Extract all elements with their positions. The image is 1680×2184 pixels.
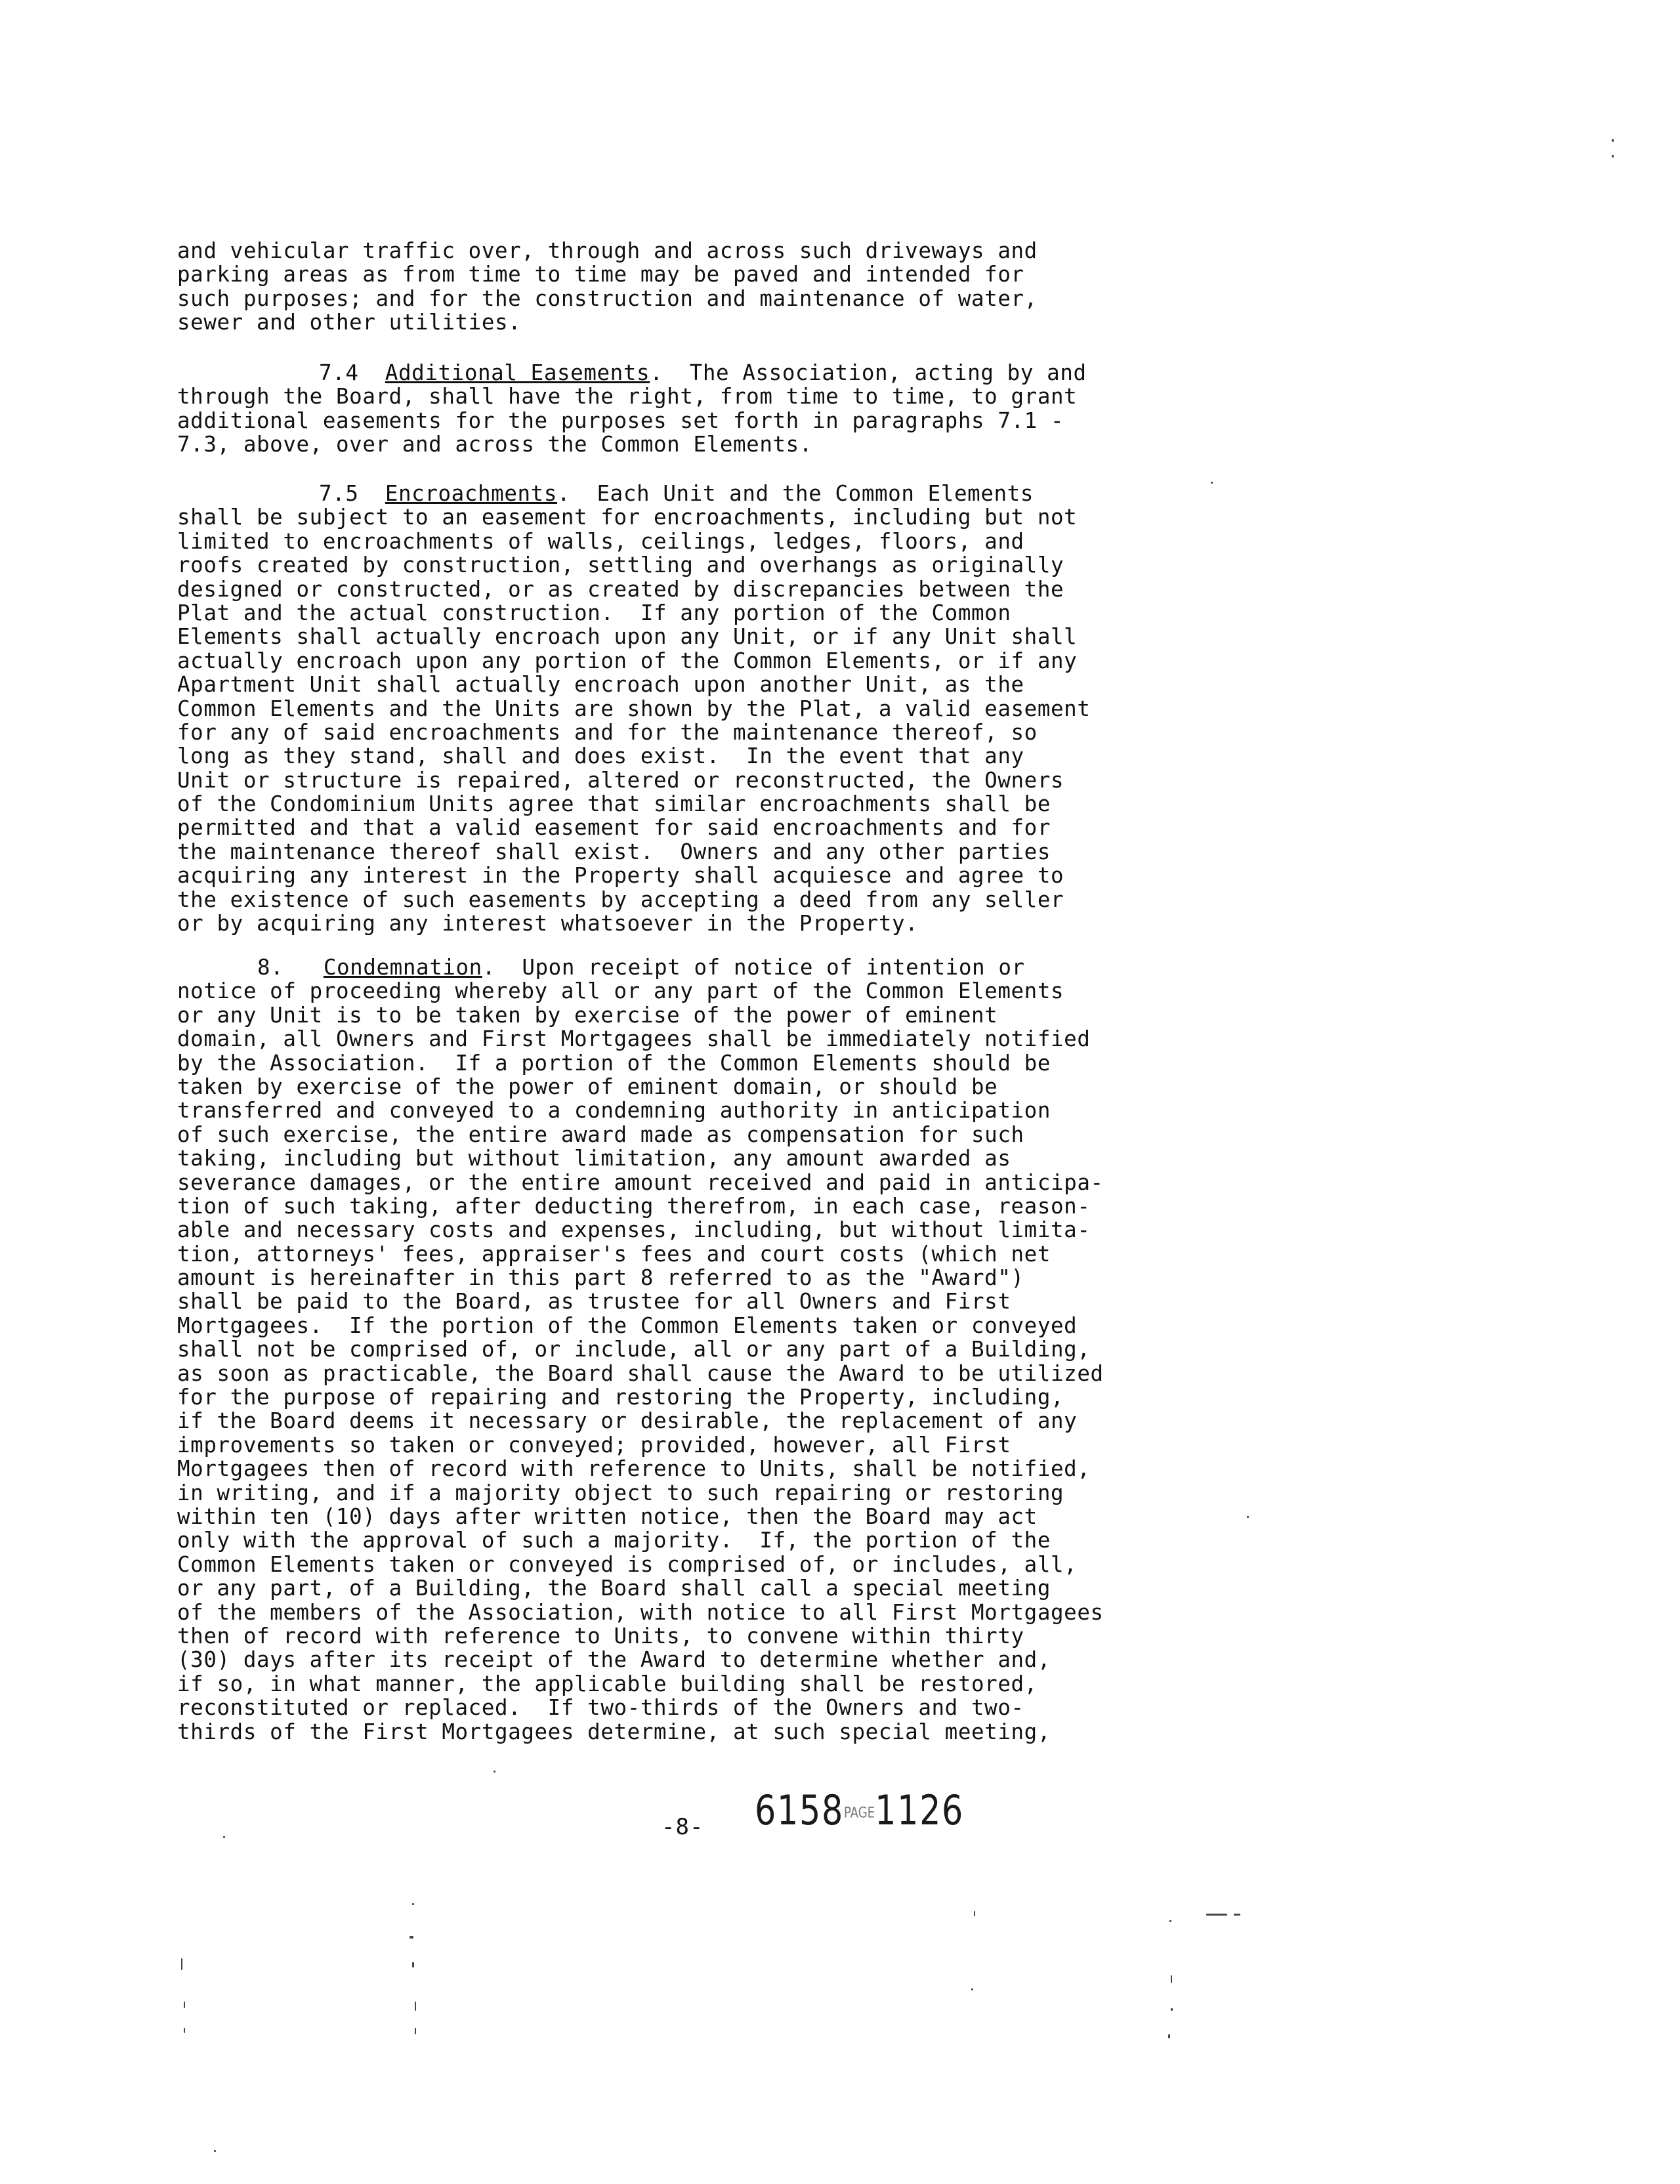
recording-page-number: 1126	[875, 1786, 965, 1834]
text-line: actually encroach upon any portion of the Common Elements, or if any	[177, 648, 1078, 673]
scan-speck	[1234, 1914, 1240, 1916]
scan-speck	[412, 1903, 414, 1905]
text-line: parking areas as from time to time may be paved and intended for	[177, 262, 1024, 287]
text-line: Common Elements and the Units are shown by the Plat, a valid easement	[177, 696, 1091, 721]
text-line: then of record with reference to Units, to convene within thirty	[177, 1623, 1024, 1648]
scan-speck	[1171, 1975, 1172, 1983]
text-line: sewer and other utilities.	[177, 310, 522, 335]
text-line: within ten (10) days after written notice, then the Board may act	[177, 1503, 1038, 1529]
paragraph-heading: Condemnation	[323, 955, 482, 980]
text-line: if the Board deems it necessary or desirable, the replacement of any	[177, 1408, 1078, 1434]
scan-speck	[974, 1911, 975, 1916]
page-number: -8-	[662, 1814, 704, 1840]
scan-speck	[223, 1836, 225, 1838]
text-line: Apartment Unit shall actually encroach upon another Unit, as the	[177, 672, 1024, 698]
scan-speck	[415, 2002, 416, 2011]
text-line: only with the approval of such a majority. If, the portion of the	[177, 1528, 1051, 1553]
paragraph-number: 7.5	[319, 481, 359, 506]
scan-speck	[1171, 2008, 1173, 2011]
text-line: for any of said encroachments and for the maintenance thereof, so	[177, 719, 1038, 745]
text-line: and vehicular traffic over, through and across such driveways and	[177, 238, 1038, 263]
scan-speck	[1247, 1516, 1249, 1518]
paragraph-8-condemnation	[177, 956, 1201, 1744]
text-line: of the Condominium Units agree that similar encroachments shall be	[177, 791, 1051, 817]
text-line: Elements shall actually encroach upon any Unit, or if any Unit shall	[177, 624, 1078, 650]
text-line: taking, including but without limitation, any amount awarded as	[177, 1146, 1011, 1171]
text-line: the existence of such easements by accepting a deed from any seller	[177, 887, 1064, 912]
text-line: in writing, and if a majority object to such repairing or restoring	[177, 1480, 1064, 1505]
text-line: Plat and the actual construction. If any portion of the Common	[177, 600, 1011, 625]
scan-speck	[494, 1771, 495, 1773]
text-line: long as they stand, shall and does exist. In the event that any	[177, 744, 1024, 769]
text-line: (30) days after its receipt of the Award to determine whether and,	[177, 1647, 1051, 1673]
text-line: tion, attorneys' fees, appraiser's fees and court costs (which net	[177, 1241, 1051, 1267]
paragraph-heading: Encroachments	[385, 481, 558, 506]
text-line: Common Elements taken or conveyed is comprised of, or includes, all,	[177, 1551, 1078, 1577]
text-line: domain, all Owners and First Mortgagees shall be immediately notified	[177, 1026, 1091, 1052]
text-line: Mortgagees then of record with reference to Units, shall be notified,	[177, 1456, 1091, 1482]
scan-speck	[1211, 482, 1213, 484]
text-line: roofs created by construction, settling and overhangs as originally	[177, 553, 1064, 578]
paragraph-7-5	[177, 482, 1201, 935]
recording-stamp	[755, 1786, 964, 1834]
text-line: designed or constructed, or as created by discrepancies between the	[177, 576, 1064, 602]
paragraph-number: 7.4	[319, 360, 359, 385]
scan-speck	[415, 2028, 416, 2034]
text-line: or any Unit is to be taken by exercise of the power of eminent	[177, 1002, 998, 1028]
text-line: additional easements for the purposes set forth in paragraphs 7.1 -	[177, 408, 1064, 433]
text-line: permitted and that a valid easement for said encroachments and for	[177, 815, 1051, 841]
text-line: of such exercise, the entire award made as compensation for such	[177, 1122, 1024, 1147]
scan-speck	[412, 1962, 414, 1967]
text-line: able and necessary costs and expenses, including, but without limita-	[177, 1217, 1091, 1243]
scan-speck	[1206, 1914, 1227, 1916]
paragraph-first-line-rest: . Each Unit and the Common Elements	[557, 481, 1034, 506]
text-line: Mortgagees. If the portion of the Common Elements taken or conveyed	[177, 1312, 1078, 1338]
scan-speck	[181, 1958, 182, 1970]
text-line: thirds of the First Mortgagees determine, at such special meeting,	[177, 1719, 1051, 1744]
text-line: transferred and conveyed to a condemning authority in anticipation	[177, 1098, 1051, 1124]
scan-speck	[214, 2150, 216, 2152]
text-line: amount is hereinafter in this part 8 referred to as the "Award")	[177, 1265, 1024, 1291]
text-line: through the Board, shall have the right, from time to time, to grant	[177, 384, 1078, 410]
scan-speck	[1169, 1920, 1171, 1922]
scan-speck	[1168, 2034, 1170, 2038]
paragraph-7-3-continuation	[177, 239, 1201, 335]
text-line: as soon as practicable, the Board shall cause the Award to be utilized	[177, 1360, 1104, 1386]
text-line: for the purpose of repairing and restoring the Property, including,	[177, 1385, 1064, 1410]
text-line: by the Association. If a portion of the Common Elements should be	[177, 1050, 1051, 1076]
text-line: shall be paid to the Board, as trustee for all Owners and First	[177, 1289, 1011, 1314]
text-line: tion of such taking, after deducting therefrom, in each case, reason-	[177, 1193, 1091, 1219]
paragraph-first-line-rest: . The Association, acting by and	[650, 360, 1087, 385]
scan-speck	[184, 2028, 185, 2033]
text-line: or by acquiring any interest whatsoever in the Property.	[177, 911, 919, 936]
paragraph-7-4	[177, 361, 1201, 457]
text-line: taken by exercise of the power of eminent domain, or should be	[177, 1074, 998, 1099]
paragraph-first-line-rest: . Upon receipt of notice of intention or	[482, 955, 1025, 980]
scan-speck	[1612, 139, 1614, 142]
paragraph-first-line	[177, 956, 1201, 979]
scan-speck	[971, 1988, 973, 1990]
paragraph-heading: Additional Easements	[385, 360, 650, 385]
text-line: limited to encroachments of walls, ceilings, ledges, floors, and	[177, 528, 1024, 554]
text-line: shall be subject to an easement for encroachments, including but not	[177, 505, 1078, 530]
text-line: if so, in what manner, the applicable building shall be restored,	[177, 1671, 1038, 1696]
paragraph-number: 8.	[257, 955, 284, 980]
text-line: notice of proceeding whereby all or any part of the Common Elements	[177, 978, 1064, 1004]
text-line: of the members of the Association, with notice to all First Mortgagees	[177, 1599, 1104, 1625]
scan-speck	[1612, 155, 1614, 158]
scan-speck	[410, 1936, 413, 1939]
text-line: 7.3, above, over and across the Common Elements.	[177, 432, 812, 457]
paragraph-first-line	[177, 361, 1201, 385]
paragraph-first-line	[177, 482, 1201, 505]
text-line: or any part, of a Building, the Board shall call a special meeting	[177, 1576, 1051, 1601]
recording-stamp-mark: PAGE	[843, 1805, 875, 1822]
text-line: acquiring any interest in the Property shall acquiesce and agree to	[177, 863, 1064, 889]
text-line: reconstituted or replaced. If two-thirds of the Owners and two-	[177, 1695, 1024, 1721]
text-line: shall not be comprised of, or include, all or any part of a Building,	[177, 1337, 1091, 1362]
recording-book-number: 6158	[755, 1786, 844, 1834]
scan-speck	[184, 2002, 185, 2008]
text-line: the maintenance thereof shall exist. Owners and any other parties	[177, 839, 1051, 864]
text-line: Unit or structure is repaired, altered or reconstructed, the Owners	[177, 767, 1064, 793]
text-line: such purposes; and for the construction and maintenance of water,	[177, 285, 1038, 311]
text-line: severance damages, or the entire amount received and paid in anticipa-	[177, 1169, 1104, 1195]
text-line: improvements so taken or conveyed; provided, however, all First	[177, 1432, 1011, 1458]
